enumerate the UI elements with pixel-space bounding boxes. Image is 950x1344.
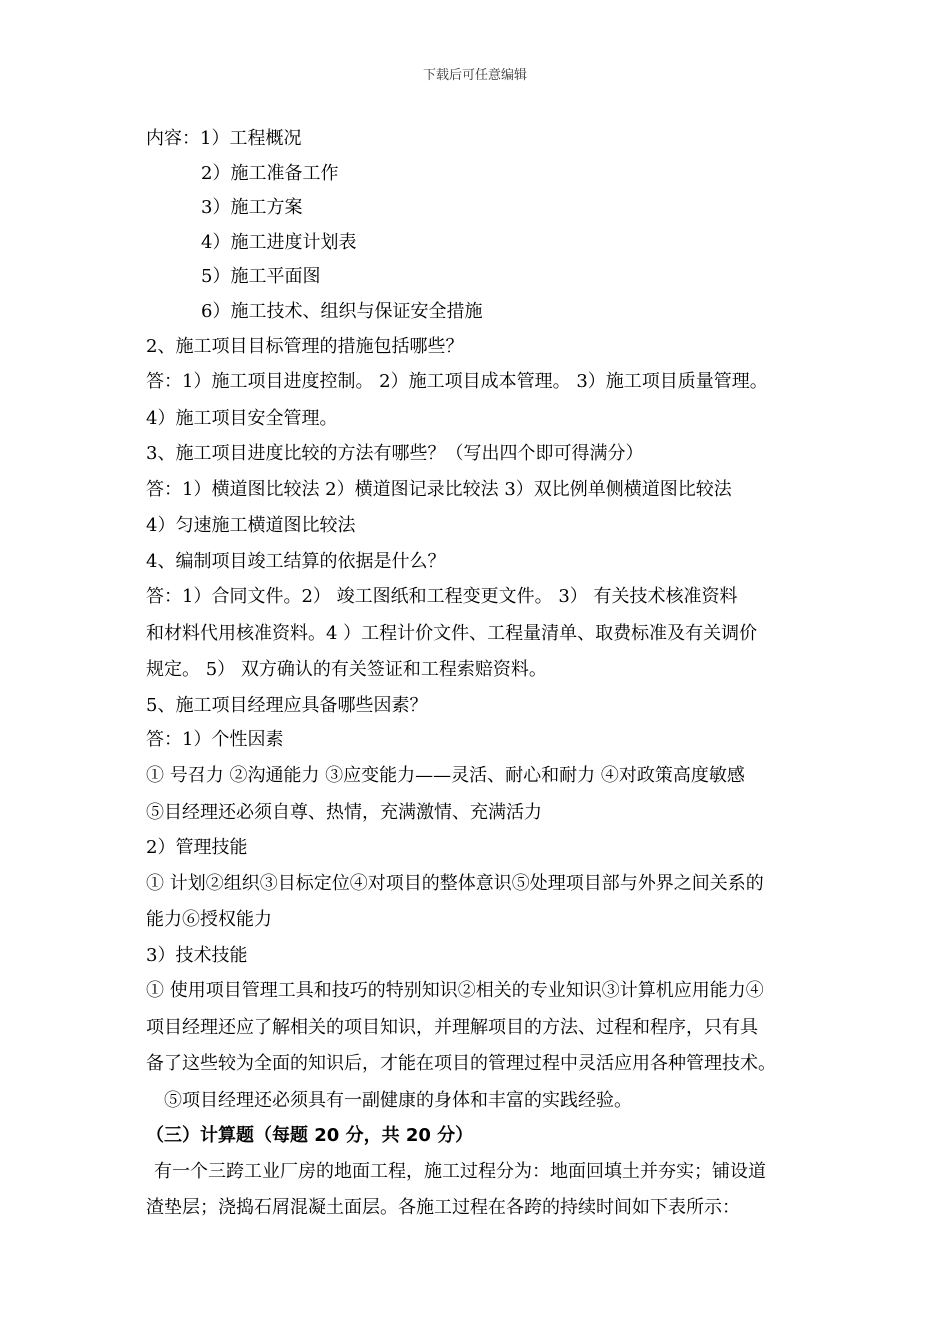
answer-5-line: ① 计划②组织③目标定位④对项目的整体意识⑤处理项目部与外界之间关系的 <box>146 872 764 894</box>
answer-2-line: 答：1）施工项目进度控制。 2）施工项目成本管理。 3）施工项目质量管理。 <box>146 371 768 393</box>
answer-5-line: ⑤项目经理还必须具有一副健康的身体和丰富的实践经验。 <box>164 1089 632 1111</box>
answer-4-line: 和材料代用核准资料。4 ）工程计价文件、工程量清单、取费标准及有关调价 <box>146 622 758 644</box>
question-3: 3、施工项目进度比较的方法有哪些？（写出四个即可得满分） <box>146 443 644 465</box>
answer-5-line: 2）管理技能 <box>146 837 248 859</box>
calc-question-line: 渣垫层；浇捣石屑混凝土面层。各施工过程在各跨的持续时间如下表所示： <box>146 1197 740 1219</box>
page-header-note: 下载后可任意编辑 <box>422 68 527 83</box>
answer-3-line: 4）匀速施工横道图比较法 <box>146 515 356 537</box>
question-5: 5、施工项目经理应具备哪些因素？ <box>146 694 428 716</box>
contents-item: 3）施工方案 <box>201 197 303 219</box>
contents-item: 4）施工进度计划表 <box>201 231 357 253</box>
answer-5-line: ① 号召力 ②沟通能力 ③应变能力——灵活、耐心和耐力 ④对政策高度敏感 <box>146 765 745 787</box>
answer-5-line: 3）技术技能 <box>146 944 248 966</box>
answer-5-line: ① 使用项目管理工具和技巧的特别知识②相关的专业知识③计算机应用能力④ <box>146 980 764 1002</box>
answer-5-line: 答：1）个性因素 <box>146 729 284 751</box>
contents-item: 5）施工平面图 <box>201 266 321 288</box>
section-title-calculation: （三）计算题（每题 20 分，共 20 分） <box>146 1125 474 1147</box>
contents-label: 内容：1）工程概况 <box>146 128 302 149</box>
answer-5-line: 能力⑥授权能力 <box>146 909 272 931</box>
answer-5-line: 备了这些较为全面的知识后，才能在项目的管理过程中灵活应用各种管理技术。 <box>146 1053 776 1075</box>
question-4: 4、编制项目竣工结算的依据是什么？ <box>146 550 446 572</box>
answer-5-line: 项目经理还应了解相关的项目知识，并理解项目的方法、过程和程序，只有具 <box>146 1016 758 1038</box>
answer-3-line: 答：1）横道图比较法 2）横道图记录比较法 3）双比例单侧横道图比较法 <box>146 478 732 500</box>
contents-item: 6）施工技术、组织与保证安全措施 <box>201 300 483 322</box>
calc-question-line: 有一个三跨工业厂房的地面工程，施工过程分为：地面回填土并夯实；铺设道 <box>154 1160 766 1182</box>
answer-2-line: 4）施工项目安全管理。 <box>146 407 338 429</box>
contents-item: 2）施工准备工作 <box>201 162 339 184</box>
answer-4-line: 答：1）合同文件。2） 竣工图纸和工程变更文件。 3） 有关技术核准资料 <box>146 586 738 608</box>
answer-4-line: 规定。 5） 双方确认的有关签证和工程索赔资料。 <box>146 659 547 681</box>
document-body <box>146 122 806 1227</box>
question-2: 2、施工项目目标管理的措施包括哪些？ <box>146 335 464 357</box>
answer-5-line: ⑤目经理还必须自尊、热情，充满激情、充满活力 <box>146 801 542 823</box>
